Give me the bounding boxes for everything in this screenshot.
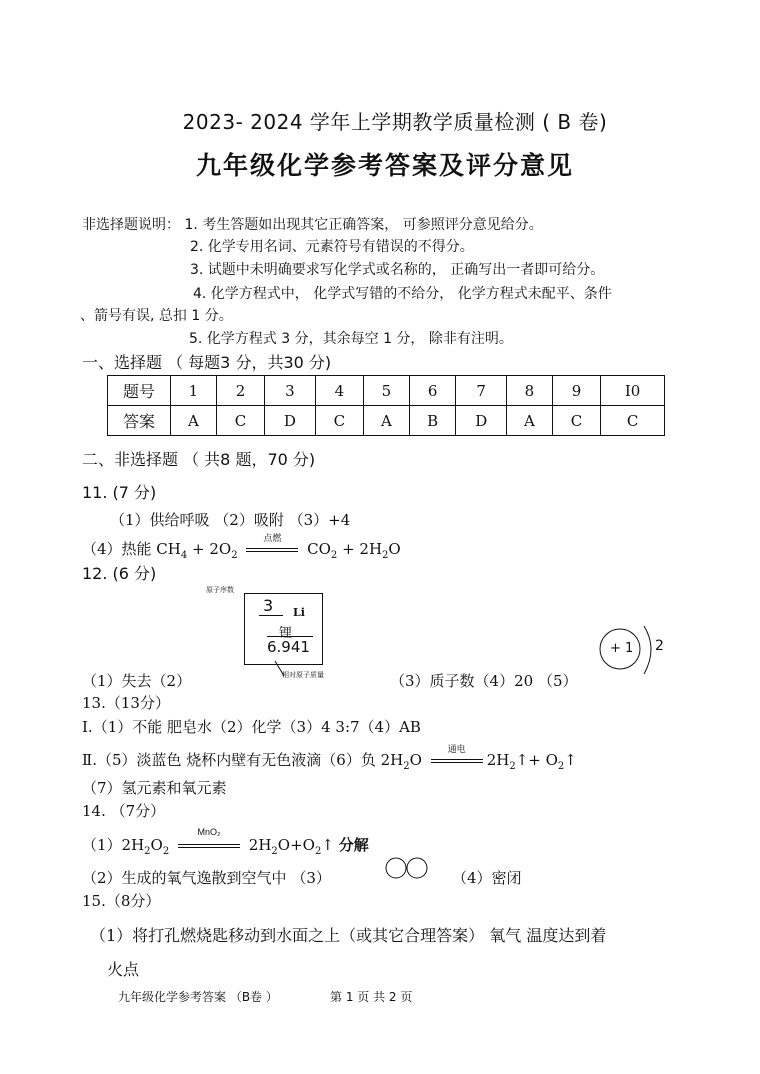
question-number: I0 — [601, 376, 665, 406]
q13-line3: （7）氢元素和氧元素 — [82, 779, 227, 797]
answer-cell: A — [171, 406, 217, 436]
q12-line-right: （3）质子数（4）20 （5） — [390, 672, 578, 690]
section2-title: 二、非选择题 （ 共8 题，70 分) — [82, 450, 316, 469]
q15-line2: 火点 — [107, 960, 140, 979]
atomic-number-label: 原子序数 — [206, 586, 234, 594]
question-number: 4 — [315, 376, 363, 406]
reaction-arrow: 点燃 — [246, 544, 298, 556]
answer-cell: A — [506, 406, 552, 436]
page-number: 第 1 页 共 2 页 — [330, 990, 413, 1004]
question-number: 6 — [409, 376, 456, 406]
question-number: 9 — [552, 376, 600, 406]
nucleus-charge: + 1 — [610, 641, 634, 656]
answer-cell: C — [552, 406, 600, 436]
table-row-answers — [108, 406, 665, 436]
q14-line2-end: （4）密闭 — [452, 869, 522, 887]
note-lead: 非选择题说明： 1. 考生答题如出现其它正确答案， 可参照评分意见给分。 — [82, 217, 543, 233]
note-5: 5. 化学方程式 3 分，其余每空 1 分， 除非有注明。 — [189, 331, 513, 347]
q13-line2: Ⅱ.（5）淡蓝色 烧杯内壁有无色液滴（6）负 $2H_2O$ 通电 $2H_2↑+$ $O_2↑$ — [82, 745, 577, 772]
element-symbol: Li — [293, 606, 305, 619]
q12-line-left: （1）失去（2） — [82, 672, 192, 690]
answer-key-subtitle: 九年级化学参考答案及评分意见 — [195, 151, 574, 180]
question-number: 7 — [456, 376, 506, 406]
element-card — [244, 593, 323, 665]
note-2: 2. 化学专用名词、元素符号有错误的不得分。 — [190, 239, 474, 255]
q11-heading: 11. (7 分) — [82, 483, 157, 502]
reaction-arrow: 通电 — [431, 755, 483, 767]
element-name: 锂 — [279, 626, 293, 641]
answer-cell: B — [409, 406, 456, 436]
question-number: 5 — [364, 376, 410, 406]
table-row-numbers — [108, 376, 665, 406]
q13-line1: Ⅰ.（1）不能 肥皂水（2）化学（3）4 3:7（4）AB — [82, 718, 421, 736]
table-header-label: 题号 — [108, 376, 171, 406]
question-number: 2 — [216, 376, 264, 406]
answer-cell: C — [315, 406, 363, 436]
note-3: 3. 试题中未明确要求写化学式或名称的， 正确写出一者即可给分。 — [190, 262, 605, 278]
question-number: 1 — [171, 376, 217, 406]
answer-cell: D — [456, 406, 506, 436]
note-4a: 4. 化学方程式中， 化学式写错的不给分， 化学方程式未配平、条件 — [193, 286, 612, 302]
answer-cell: C — [216, 406, 264, 436]
molecule-diagram — [382, 855, 434, 881]
footer-title: 九年级化学参考答案 （B卷 ） — [118, 990, 278, 1004]
atomic-number: 3 — [263, 596, 274, 615]
question-number: 3 — [265, 376, 315, 406]
answer-cell: C — [601, 406, 665, 436]
answer-cell: A — [364, 406, 410, 436]
q15-line1: （1）将打孔燃烧匙移动到水面之上（或其它合理答案） 氧气 温度达到着 — [90, 926, 607, 945]
exam-title: 2023- 2024 学年上学期教学质量检测 ( B 卷) — [182, 110, 608, 134]
q14-heading: 14. （7分） — [82, 802, 166, 820]
q11-line1: （1）供给呼吸 （2）吸附 （3）+4 — [110, 511, 351, 529]
section1-title: 一、选择题 （ 每题3 分，共30 分) — [82, 353, 332, 372]
reaction-arrow: MnO₂ — [178, 840, 240, 852]
atomic-mass: 6.941 — [267, 638, 310, 656]
table-answer-label: 答案 — [108, 406, 171, 436]
question-number: 8 — [506, 376, 552, 406]
electron-shell-count: 2 — [655, 638, 664, 654]
answer-table — [107, 375, 665, 436]
answer-cell: D — [265, 406, 315, 436]
q12-heading: 12. (6 分) — [82, 564, 157, 583]
q13-heading: 13.（13分） — [82, 694, 170, 712]
q11-line2: （4）热能 $CH_4 + 2O_2$ 点燃 $CO_2 + 2H_2O$ — [82, 534, 401, 561]
q14-line2: （2）生成的氧气逸散到空气中 （3） — [82, 869, 331, 887]
q15-heading: 15.（8分） — [82, 892, 161, 910]
note-4b: 、箭号有误, 总扣 1 分。 — [80, 308, 233, 324]
q14-line1: $(1)2H_2O_2$ MnO₂ $2H_2O+O_2↑$ 分解 — [82, 827, 369, 857]
atomic-mass-label: 相对原子质量 — [282, 671, 324, 679]
